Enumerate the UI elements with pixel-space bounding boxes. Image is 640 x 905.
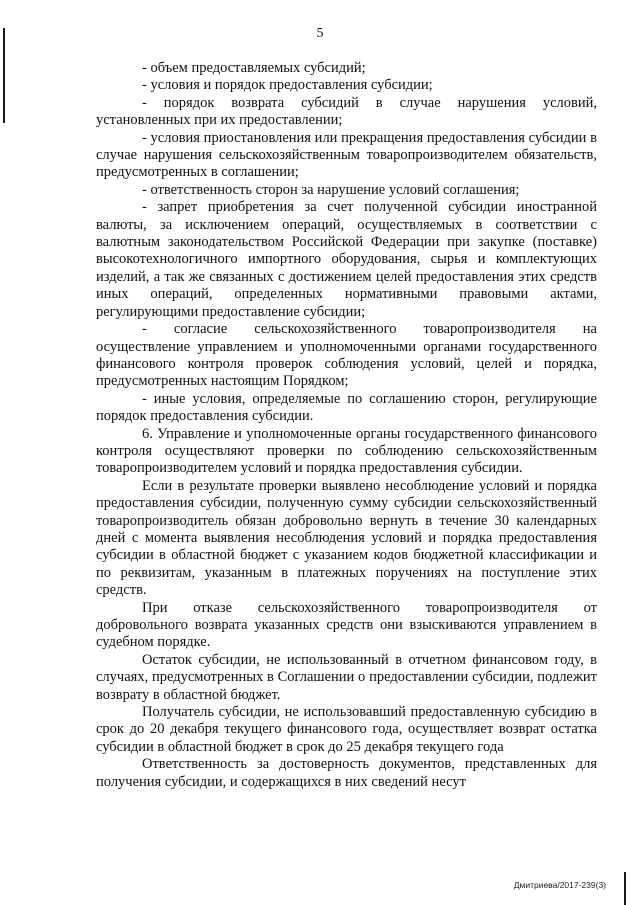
list-item-return-order: - порядок возврата субсидий в случае нарушения условий, установленных при их предоставлении;	[96, 94, 597, 129]
page-number: 5	[316, 26, 324, 41]
document-body	[96, 60, 597, 791]
list-item-suspension: - условия приостановления или прекращения предоставления субсидии в случае нарушения сельскохозяйственным товаропроизводителем обязательств, предусмотренных в соглашении;	[96, 129, 597, 181]
paragraph-violation-return: Если в результате проверки выявлено несоблюдение условий и порядка предоставления субсидии, полученную сумму субсидии сельскохозяйственный товаропроизводитель обязан добровольно вернуть в течение 30 календарных дней с момента выявления несоблюдения условий и порядка предоставления субсидии в областной бюджет с указанием кодов бюджетной классификации и по реквизитам, указанным в платежных поручениях на поступление этих средств.	[96, 477, 597, 599]
list-item-currency-ban: - запрет приобретения за счет полученной субсидии иностранной валюты, за исключением операций, осуществляемых в соответствии с валютным законодательством Российской Федерации при закупке (поставке) высокотехнологичного импортного оборудования, сырья и комплектующих изделий, а так же связанных с достижением целей предоставления этих средств иных операций, определенных нормативными правовыми актами, регулирующими предоставление субсидии;	[96, 199, 597, 320]
binding-margin-line	[3, 28, 5, 123]
paragraph-document-responsibility: Ответственность за достоверность документов, представленных для получения субсидии, и содержащихся в них сведений несут	[96, 756, 597, 790]
list-item-responsibility: - ответственность сторон за нарушение условий соглашения;	[142, 181, 520, 198]
paragraph-refusal: При отказе сельскохозяйственного товаропроизводителя от добровольного возврата указанных средств они взыскиваются управлением в судебном порядке.	[96, 599, 597, 651]
list-item-other-conditions: - иные условия, определяемые по соглашению сторон, регулирующие порядок предоставления субсидии.	[96, 390, 597, 425]
section-6-paragraph: 6. Управление и уполномоченные органы государственного финансового контроля осуществляют проверки по соблюдению сельскохозяйственным товаропроизводителем условий и порядка предоставления субсидии.	[96, 425, 597, 477]
list-item-subsidy-volume: - объем предоставляемых субсидий;	[142, 60, 366, 76]
paragraph-recipient-return: Получатель субсидии, не использовавший предоставленную субсидию в срок до 20 декабря текущего финансового года, осуществляет возврат остатка субсидии в областной бюджет в срок до 25 декабря текущего года	[96, 704, 597, 755]
list-item-conditions: - условия и порядок предоставления субсидии;	[142, 77, 433, 94]
footer-reference: Дмитриева/2017-239(3)	[513, 880, 606, 890]
list-item-consent: - согласие сельскохозяйственного товаропроизводителя на осуществление управлением и уполномоченными органами государственного финансового контроля проверок соблюдения условий, целей и порядка, предусмотренных настоящим Порядком;	[96, 321, 597, 390]
margin-mark-bottom	[624, 872, 626, 905]
paragraph-unused-remainder: Остаток субсидии, не использованный в отчетном финансовом году, в случаях, предусмотренных в Соглашении о предоставлении субсидии, подлежит возврату в областной бюджет.	[96, 651, 597, 703]
